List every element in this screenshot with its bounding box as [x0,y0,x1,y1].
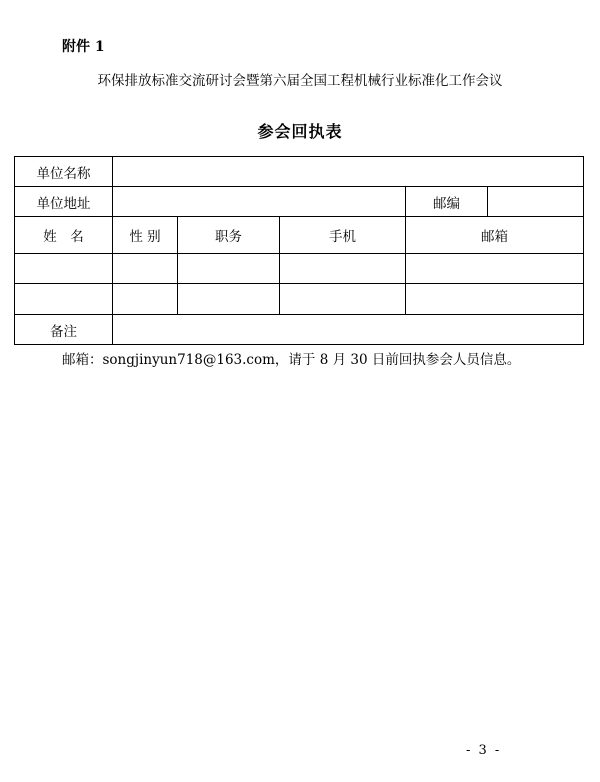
attendee-position-cell[interactable] [178,284,280,315]
header-phone: 手机 [280,217,406,254]
header-email: 邮箱 [406,217,584,254]
submission-note: 邮箱：songjinyun718@163.com，请于 8 月 30 日前回执参会人员信息。 [62,352,521,368]
attendee-phone-cell[interactable] [280,254,406,284]
attendee-row [15,284,584,315]
remarks-label: 备注 [15,315,113,345]
attendee-position-cell[interactable] [178,254,280,284]
header-position: 职务 [178,217,280,254]
attendee-gender-cell[interactable] [113,254,178,284]
attachment-label: 附件 1 [62,39,105,55]
attendee-row [15,254,584,284]
postcode-field[interactable] [488,187,584,217]
attendee-email-cell[interactable] [406,284,584,315]
attendee-name-cell[interactable] [15,254,113,284]
header-gender: 性 别 [113,217,178,254]
unit-name-field[interactable] [113,157,584,187]
unit-address-field[interactable] [113,187,406,217]
unit-address-row [15,187,584,217]
attendee-email-cell[interactable] [406,254,584,284]
attendee-phone-cell[interactable] [280,284,406,315]
unit-name-row [15,157,584,187]
attendee-name-cell[interactable] [15,284,113,315]
attendee-gender-cell[interactable] [113,284,178,315]
page-number: - 3 - [466,743,502,758]
header-row [15,217,584,254]
unit-address-label: 单位地址 [15,187,113,217]
postcode-label: 邮编 [406,187,488,217]
remarks-field[interactable] [113,315,584,345]
registration-form-table [14,156,584,345]
form-title: 参会回执表 [257,122,343,141]
header-name: 姓 名 [15,217,113,254]
conference-name: 环保排放标准交流研讨会暨第六届全国工程机械行业标准化工作会议 [97,73,503,89]
unit-name-label: 单位名称 [15,157,113,187]
remarks-row [15,315,584,345]
